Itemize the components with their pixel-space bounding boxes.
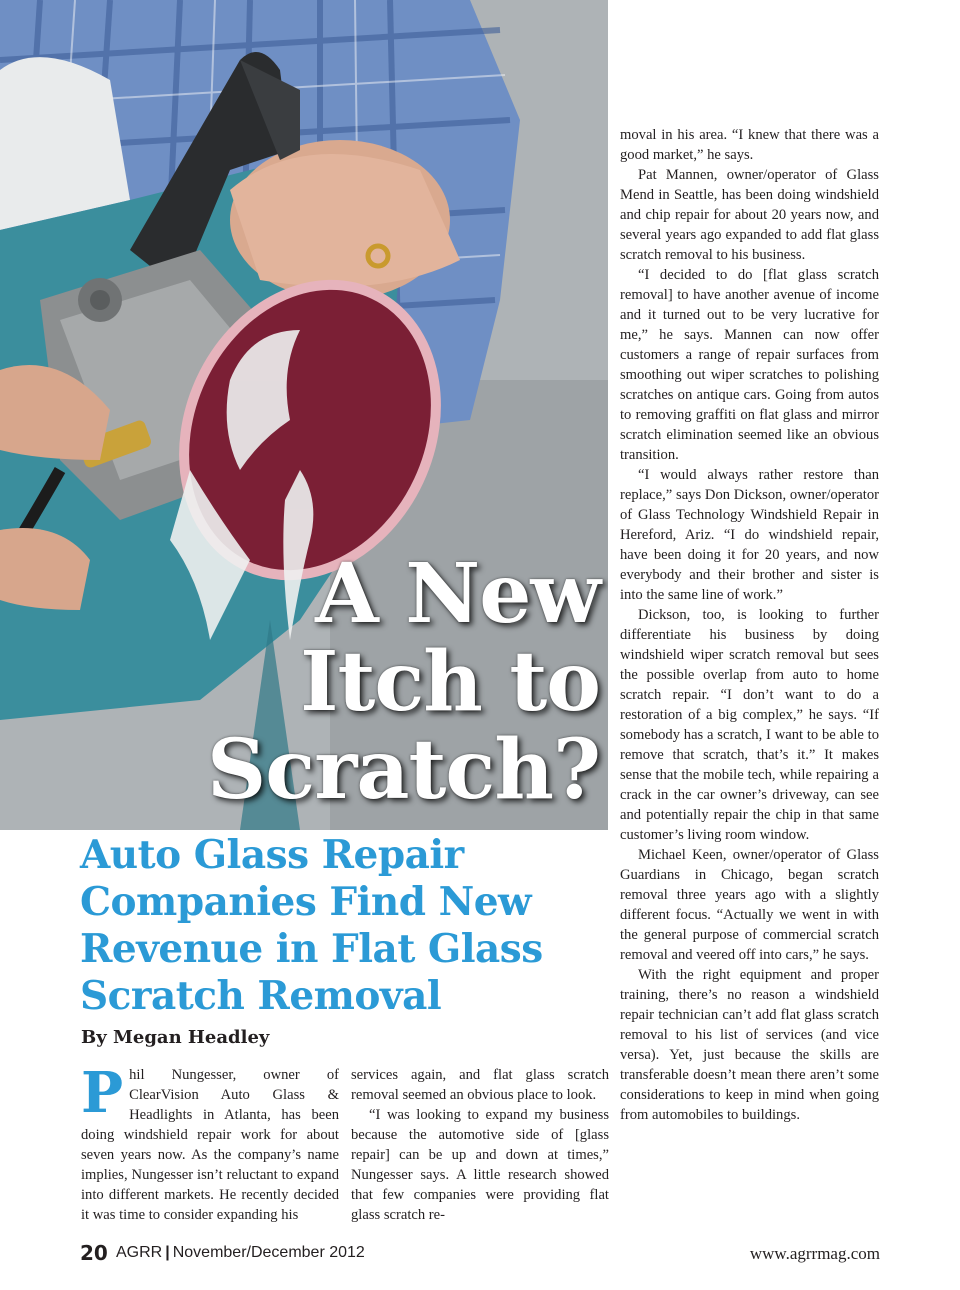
page-number: 20 — [80, 1241, 108, 1265]
paragraph: moval in his area. “I knew that there was a good market,” he says. — [620, 127, 879, 163]
paragraph: “I was looking to expand my business because the automotive side of [glass repair] can be up and down at times,” Nungesser says. A little research showed that few companies were providing flat glass scratch re- — [351, 1107, 609, 1223]
paragraph: “I would always rather restore than replace,” says Don Dickson, owner/operator of Glass Technology Windshield Repair in Hereford, Ariz. “I do windshield repair, have been doing it for 20 years, and now everybody and their brother and sister is into the same line of work.” — [620, 467, 879, 603]
headline — [180, 546, 600, 818]
deck-line-2: Companies Find New — [80, 879, 532, 925]
publication-name: AGRR — [116, 1244, 163, 1261]
deck-line-3: Revenue in Flat Glass — [80, 926, 543, 972]
issue-date: November/December 2012 — [172, 1244, 365, 1261]
hero-photo — [0, 0, 608, 830]
paragraph: Michael Keen, owner/operator of Glass Guardians in Chicago, began scratch removal three years ago with a slightly different focus. “Actually we went in with the general purpose of commercial scratch removal and veered off into cars,” he says. — [620, 847, 879, 963]
website-url: www.agrrmag.com — [749, 1244, 880, 1263]
article-deck — [80, 832, 600, 1020]
headline-line-3: Scratch? — [207, 722, 600, 818]
page-footer — [80, 1241, 880, 1269]
paragraph: Dickson, too, is looking to further differentiate his business by doing windshield wiper scratch removal but sees the possible overlap from auto to home scratch repair. “I don’t want to do a restoration of a big complex,” he says. “If somebody has a scratch, I want to be able to remove that scratch, that’s it.” It makes sense that the mobile tech, while repairing a crack in the car owner’s driveway, can see and potentially repair the chip in that same customer’s living room window. — [620, 607, 879, 843]
paragraph: With the right equipment and proper training, there’s no reason a windshield repair technician can’t add flat glass scratch removal to his list of services (and vice versa). Yet, just because the skills are transferable doesn’t mean there aren’t some considerations to keep in mind when going from automobiles to buildings. — [620, 967, 879, 1123]
paragraph — [81, 1060, 339, 1225]
paragraph-text: hil Nungesser, owner of ClearVision Auto Glass & Headlights in Atlanta, has been doing windshield repair work for about seven years now. As the company’s name implies, Nungesser isn’t reluctant to expand into different markets. He recently decided it was time to consider expanding his — [81, 1067, 339, 1223]
paragraph: “I decided to do [flat glass scratch removal] to have another avenue of income and it turned out to be very lucrative for me,” he says. Mannen can now offer customers a range of repair surfaces from smoothing out wiper scratches to polishing scratches on antique cars. Going from autos to removing graffiti on flat glass and mirror scratch elimination seemed like an obvious transition. — [620, 267, 879, 463]
deck-line-4: Scratch Removal — [80, 973, 442, 1019]
drop-cap: P — [81, 1060, 124, 1126]
body-column-3 — [620, 125, 879, 1125]
separator: | — [165, 1244, 170, 1261]
publication-info — [116, 1244, 365, 1262]
paragraph: Pat Mannen, owner/operator of Glass Mend in Seattle, has been doing windshield and chip repair for about 20 years now, and several years ago expanded to add flat glass scratch removal to his business. — [620, 167, 879, 263]
headline-line-2: Itch to — [300, 634, 600, 730]
byline: By Megan Headley — [81, 1027, 270, 1048]
headline-line-1: A New — [315, 546, 600, 642]
deck-line-1: Auto Glass Repair — [80, 832, 464, 878]
body-column-2 — [351, 1065, 609, 1225]
body-column-1 — [81, 1060, 339, 1225]
paragraph: services again, and flat glass scratch removal seemed an obvious place to look. — [351, 1067, 609, 1103]
